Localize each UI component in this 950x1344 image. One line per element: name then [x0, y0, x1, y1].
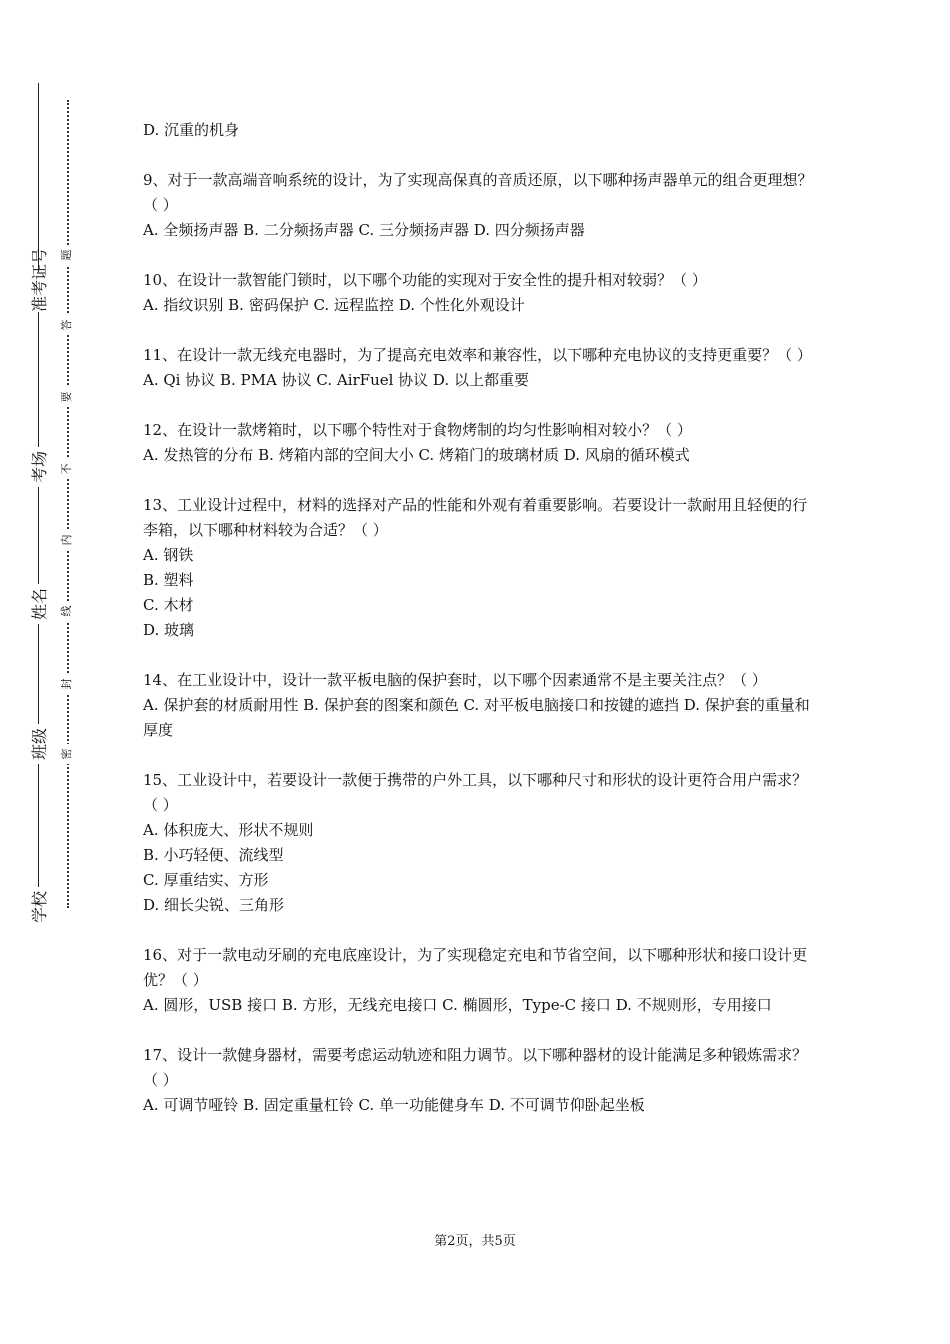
question-9: [143, 168, 813, 243]
seal-char: 答: [60, 315, 74, 335]
question-13: [143, 493, 813, 643]
option-line: A. 发热管的分布 B. 烤箱内部的空间大小 C. 烤箱门的玻璃材质 D. 风扇的循环模式: [143, 446, 690, 464]
question-stem: 15、工业设计中，若要设计一款便于携带的户外工具，以下哪种尺寸和形状的设计更符合用户需求？（ ）: [143, 771, 808, 814]
question-stem: 13、工业设计过程中，材料的选择对产品的性能和外观有着重要影响。若要设计一款耐用且轻便的行李箱，以下哪种材料较为合适？（ ）: [143, 496, 808, 539]
option-a: A. 体积庞大、形状不规则: [143, 821, 314, 839]
name-label: 姓名: [28, 584, 52, 624]
question-stem: 16、对于一款电动牙刷的充电底座设计，为了实现稳定充电和节省空间，以下哪种形状和接口设计更优？（ ）: [143, 946, 808, 989]
seal-dotted-line: [67, 100, 69, 908]
question-stem: 10、在设计一款智能门锁时，以下哪个功能的实现对于安全性的提升相对较弱？（ ）: [143, 271, 707, 289]
option-d: D. 细长尖锐、三角形: [143, 896, 285, 914]
question-15: [143, 768, 813, 918]
seal-char: 内: [60, 530, 74, 550]
question-11: [143, 343, 813, 393]
option-a: A. 钢铁: [143, 546, 194, 564]
option-d: D. 玻璃: [143, 621, 195, 639]
question-8-tail: [143, 118, 813, 143]
option-line: A. 可调节哑铃 B. 固定重量杠铃 C. 单一功能健身车 D. 不可调节仰卧起坐板: [143, 1096, 645, 1114]
seal-char: 密: [60, 744, 74, 764]
seal-char: 题: [60, 245, 74, 265]
seal-char: 不: [60, 459, 74, 479]
question-17: [143, 1043, 813, 1118]
option-line: A. 全频扬声器 B. 二分频扬声器 C. 三分频扬声器 D. 四分频扬声器: [143, 221, 585, 239]
exam-number-label: 准考证号: [28, 272, 52, 312]
question-12: [143, 418, 813, 468]
option-b: B. 小巧轻便、流线型: [143, 846, 284, 864]
school-label: 学校: [28, 887, 52, 927]
question-stem: 11、在设计一款无线充电器时，为了提高充电效率和兼容性，以下哪种充电协议的支持更重要？（ ）: [143, 346, 812, 364]
question-stem: 17、设计一款健身器材，需要考虑运动轨迹和阻力调节。以下哪种器材的设计能满足多种锻炼需求？（ ）: [143, 1046, 808, 1089]
option-line: A. 保护套的材质耐用性 B. 保护套的图案和颜色 C. 对平板电脑接口和按键的遮挡 D. 保护套的重量和厚度: [143, 696, 810, 739]
option-line: A. Qi 协议 B. PMA 协议 C. AirFuel 协议 D. 以上都重要: [143, 371, 529, 389]
question-stem: 9、对于一款高端音响系统的设计，为了实现高保真的音质还原，以下哪种扬声器单元的组合更理想？（ ）: [143, 171, 813, 214]
option-c: C. 厚重结实、方形: [143, 871, 269, 889]
question-stem: 14、在工业设计中，设计一款平板电脑的保护套时，以下哪个因素通常不是主要关注点？（ ）: [143, 671, 767, 689]
option-line: D. 沉重的机身: [143, 121, 240, 139]
exam-room-label: 考场: [28, 447, 52, 487]
question-16: [143, 943, 813, 1018]
binding-solid-line: [38, 83, 39, 920]
seal-char: 要: [60, 387, 74, 407]
binding-margin: [0, 0, 110, 1344]
question-14: [143, 668, 813, 743]
question-stem: 12、在设计一款烤箱时，以下哪个特性对于食物烤制的均匀性影响相对较小？（ ）: [143, 421, 692, 439]
seal-char: 封: [60, 674, 74, 694]
option-line: A. 圆形，USB 接口 B. 方形，无线充电接口 C. 椭圆形，Type-C 接口 D. 不规则形，专用接口: [143, 996, 772, 1014]
page-footer: 第2页，共5页: [434, 1234, 516, 1249]
option-c: C. 木材: [143, 596, 194, 614]
seal-char: 线: [60, 601, 74, 621]
option-b: B. 塑料: [143, 571, 194, 589]
question-list: [143, 118, 813, 1143]
class-label: 班级: [28, 724, 52, 764]
question-10: [143, 268, 813, 318]
option-line: A. 指纹识别 B. 密码保护 C. 远程监控 D. 个性化外观设计: [143, 296, 525, 314]
